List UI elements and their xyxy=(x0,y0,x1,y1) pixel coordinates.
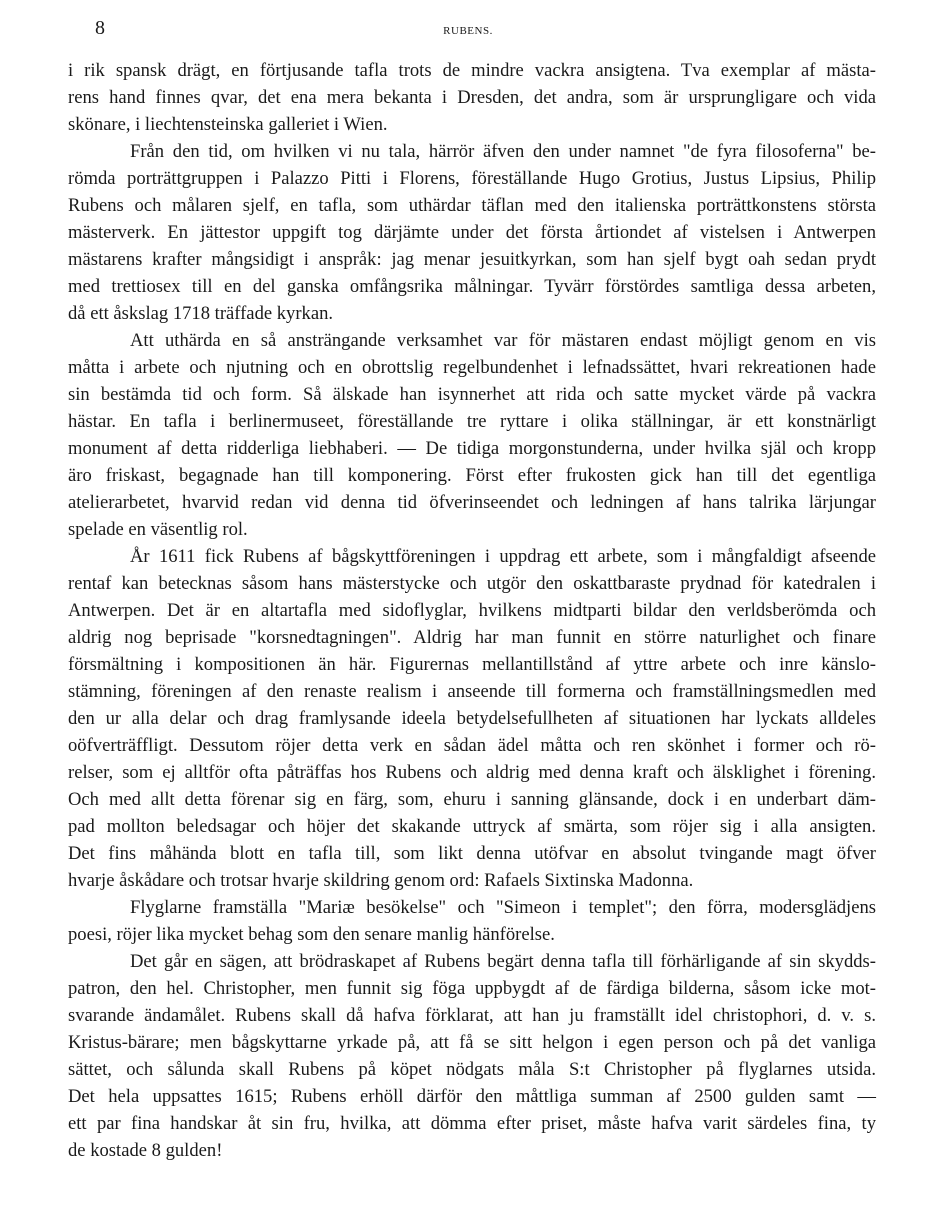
text-line: aldrig nog beprisade "korsnedtagningen". Aldrig har man funnit en större naturlighet och finare xyxy=(68,627,876,648)
text-line: Det hela uppsattes 1615; Rubens erhöll därför den måttliga summan af 2500 gulden samt — xyxy=(68,1086,876,1107)
text-line: försmältning i kompositionen än här. Figurernas mellantillstånd af yttre arbete och inre känslo- xyxy=(68,654,876,675)
text-line: rens hand finnes qvar, det ena mera bekanta i Dresden, det andra, som är ursprungligare och vida xyxy=(68,87,876,108)
paragraph xyxy=(68,57,876,138)
text-line: i rik spansk drägt, en förtjusande tafla trots de mindre vackra ansigtena. Tva exemplar af mästa- xyxy=(68,60,876,81)
text-line: mästerverk. En jättestor uppgift tog därjämte under det första årtiondet af vistelsen i Antwerpen xyxy=(68,222,876,243)
text-line: spelade en väsentlig rol. xyxy=(68,519,248,540)
text-line: poesi, röjer lika mycket behag som den senare manlig hänförelse. xyxy=(68,924,555,945)
text-line: Flyglarne framställa "Mariæ besökelse" och "Simeon i templet"; den förra, modersglädjens xyxy=(130,897,876,918)
paragraph xyxy=(68,543,876,894)
text-line: Det fins måhända blott en tafla till, som likt denna utöfvar en absolut tvingande magt öfver xyxy=(68,843,876,864)
text-line: Det går en sägen, att brödraskapet af Rubens begärt denna tafla till förhärligande af sin skydds- xyxy=(130,951,876,972)
running-head: RUBENS. xyxy=(443,25,493,37)
text-line: den ur alla delar och drag framlysande ideela betydelsefullheten af situationen har lyckats alldeles xyxy=(68,708,876,729)
text-line: monument af detta ridderliga liebhaberi. — De tidiga morgonstunderna, under hvilka själ och kropp xyxy=(68,438,876,459)
text-line: patron, den hel. Christopher, men funnit sig föga uppbygdt af de färdiga bilderna, såsom icke mot- xyxy=(68,978,876,999)
text-line: pad mollton beledsagar och höjer det skakande uttryck af smärta, som röjer sig i alla ansigten. xyxy=(68,816,876,837)
text-line: hästar. En tafla i berlinermuseet, föreställande tre ryttare i olika ställningar, är ett konstnärligt xyxy=(68,411,876,432)
text-line: med trettiosex till en del ganska omfångsrika målningar. Tyvärr förstördes samtliga dessa arbeten, xyxy=(68,276,876,297)
text-line: Att uthärda en så ansträngande verksamhet var för mästaren endast möjligt genom en vis xyxy=(130,330,876,351)
text-line: äro friskast, begagnade han till komponering. Först efter frukosten gick han till det egentliga xyxy=(68,465,876,486)
text-line: Från den tid, om hvilken vi nu tala, härrör äfven den under namnet "de fyra filosoferna" be- xyxy=(130,141,876,162)
text-line: måtta i arbete och njutning och en obrottslig regelbundenhet i lefnadssättet, hvari rekreationen hade xyxy=(68,357,876,378)
page-number: 8 xyxy=(95,17,105,39)
text-line: mästarens krafter mångsidigt i anspråk: jag menar jesuitkyrkan, som han sjelf bygt oah sedan prydt xyxy=(68,249,876,270)
text-line: rentaf kan betecknas såsom hans mästerstycke och utgör den oskattbaraste prydnad för katedralen i xyxy=(68,573,876,594)
text-line: År 1611 fick Rubens af bågskyttföreningen i uppdrag ett arbete, som i mångfaldigt afseende xyxy=(130,546,876,567)
text-line: Rubens och målaren sjelf, en tafla, som uthärdar täflan med den italienska porträttkonstens största xyxy=(68,195,876,216)
text-line: relser, som ej alltför ofta påträffas hos Rubens och aldrig med denna kraft och älsklighet i förening. xyxy=(68,762,876,783)
text-line: Antwerpen. Det är en altartafla med sidoflyglar, hvilkens midtparti bildar den verldsberömda och xyxy=(68,600,876,621)
text-line: oöfverträffligt. Dessutom röjer detta verk en sådan ädel måtta och ren skönhet i former och rö- xyxy=(68,735,876,756)
text-line: då ett åskslag 1718 träffade kyrkan. xyxy=(68,303,334,324)
paragraph xyxy=(68,327,876,543)
body-text xyxy=(68,57,876,1164)
text-line: sättet, och sålunda skall Rubens på köpet nödgats måla S:t Christopher på flyglarnes utsida. xyxy=(68,1059,876,1080)
text-line: römda porträttgruppen i Palazzo Pitti i Florens, föreställande Hugo Grotius, Justus Lipsius, Philip xyxy=(68,168,876,189)
text-line: hvarje åskådare och trotsar hvarje skildring genom ord: Rafaels Sixtinska Madonna. xyxy=(68,870,694,891)
text-line: atelierarbetet, hvarvid redan vid denna tid öfverinseendet och ledningen af hans talrika lärjungar xyxy=(68,492,876,513)
text-line: Och med allt detta förenar sig en färg, som, ehuru i sanning glänsande, dock i en underbart däm- xyxy=(68,789,876,810)
paragraph xyxy=(68,138,876,327)
text-line: sin bestämda tid och form. Så älskade han isynnerhet att rida och satte mycket värde på vackra xyxy=(68,384,876,405)
text-line: Kristus-bärare; men bågskyttarne yrkade på, att få se sitt helgon i egen person och på det vanliga xyxy=(68,1032,876,1053)
text-line: skönare, i liechtensteinska galleriet i Wien. xyxy=(68,114,388,135)
text-line: svarande ändamålet. Rubens skall då hafva förklarat, att han ju framställt idel christophori, d. v. s. xyxy=(68,1005,876,1026)
text-line: stämning, föreningen af den renaste realism i anseende till formerna och framställningsmedlen med xyxy=(68,681,876,702)
paragraph xyxy=(68,894,876,948)
text-line: de kostade 8 gulden! xyxy=(68,1140,223,1161)
text-line: ett par fina handskar åt sin fru, hvilka, att dömma efter priset, måste hafva varit särdeles fina, ty xyxy=(68,1113,876,1134)
paragraph xyxy=(68,948,876,1164)
